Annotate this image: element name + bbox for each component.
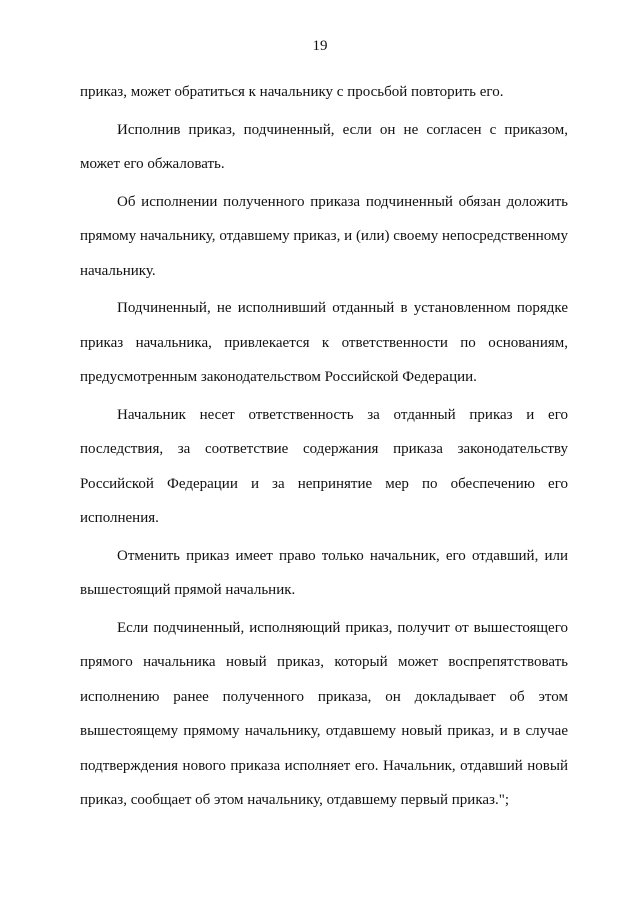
page-number: 19	[312, 38, 328, 54]
paragraph-7: Если подчиненный, исполняющий приказ, получит от вышестоящего прямого начальника новый приказ, который может воспрепятствовать исполнению ранее полученного приказа, он докладывает об этом вышестоящему прямому начальнику, отдавшему новый приказ, и в случае подтверждения нового приказа исполняет его. Начальник, отдавший новый приказ, сообщает об этом начальнику, отдавшему первый приказ.";	[80, 619, 568, 808]
paragraph-6: Отменить приказ имеет право только начальник, его отдавший, или вышестоящий прямой начальник.	[80, 547, 568, 598]
document-body	[80, 75, 568, 818]
paragraph-2: Исполнив приказ, подчиненный, если он не согласен с приказом, может его обжаловать.	[80, 121, 568, 172]
paragraph-5: Начальник несет ответственность за отданный приказ и его последствия, за соответствие содержания приказа законодательству Российской Федерации и за непринятие мер по обеспечению его исполнения.	[80, 406, 568, 526]
paragraph-3: Об исполнении полученного приказа подчиненный обязан доложить прямому начальнику, отдавшему приказ, и (или) своему непосредственному начальнику.	[80, 193, 568, 279]
paragraph-4: Подчиненный, не исполнивший отданный в установленном порядке приказ начальника, привлекается к ответственности по основаниям, предусмотренным законодательством Российской Федерации.	[80, 300, 568, 385]
paragraph-1: приказ, может обратиться к начальнику с просьбой повторить его.	[80, 84, 504, 100]
